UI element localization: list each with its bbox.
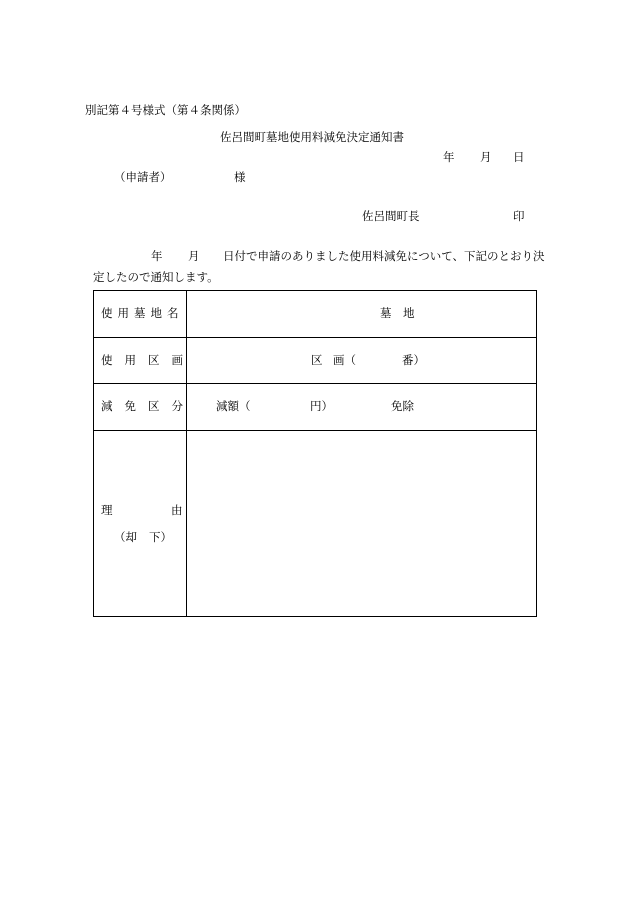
table-row [94,384,537,431]
body-year: 年 [151,249,163,263]
table-row [94,431,537,617]
rejection-char-b: 下） [149,530,172,544]
label-cell [94,431,187,617]
reason-char-b: 由 [171,503,183,517]
body-month: 月 [188,249,200,263]
exemption-label: 免除 [391,399,414,413]
grave-char: 墓 [380,306,392,320]
plot-char-a: 区 [311,353,323,367]
reason-value-cell [187,431,537,617]
row-label-grave-name: 使用墓地名 [101,306,184,320]
label-cell [94,384,195,431]
document-title: 佐呂間町墓地使用料減免決定通知書 [220,130,404,144]
reduction-label: 減額（ [216,399,251,413]
table-row [94,338,537,384]
issuer-seal: 印 [513,209,525,223]
area-char: 地 [403,306,415,320]
body-line2: 定したので通知します。 [93,270,219,284]
issuer-name: 佐呂間町長 [362,209,420,223]
row-label-plot: 使用区画 [101,353,195,367]
label-cell [94,338,195,384]
plot-number-suffix: 番） [402,353,425,367]
recipient-label: （申請者） [114,170,172,184]
date-day: 日 [513,150,525,164]
value-cell [187,384,537,431]
value-cell [187,291,537,338]
recipient-honorific: 様 [234,170,246,184]
table-row [94,291,537,338]
form-reference: 別記第４号様式（第４条関係） [85,103,246,117]
date-month: 月 [480,150,492,164]
row-label-category: 減免区分 [101,399,195,413]
date-year: 年 [443,150,455,164]
body-line1: 日付で申請のありました使用料減免について、下記のとおり決 [223,249,545,263]
plot-char-b: 画（ [333,353,356,367]
rejection-char-a: （却 [114,530,137,544]
value-cell [187,338,537,384]
label-cell [94,291,187,338]
reduction-table [93,290,537,617]
reason-char-a: 理 [101,503,113,517]
yen-label: 円） [310,399,333,413]
